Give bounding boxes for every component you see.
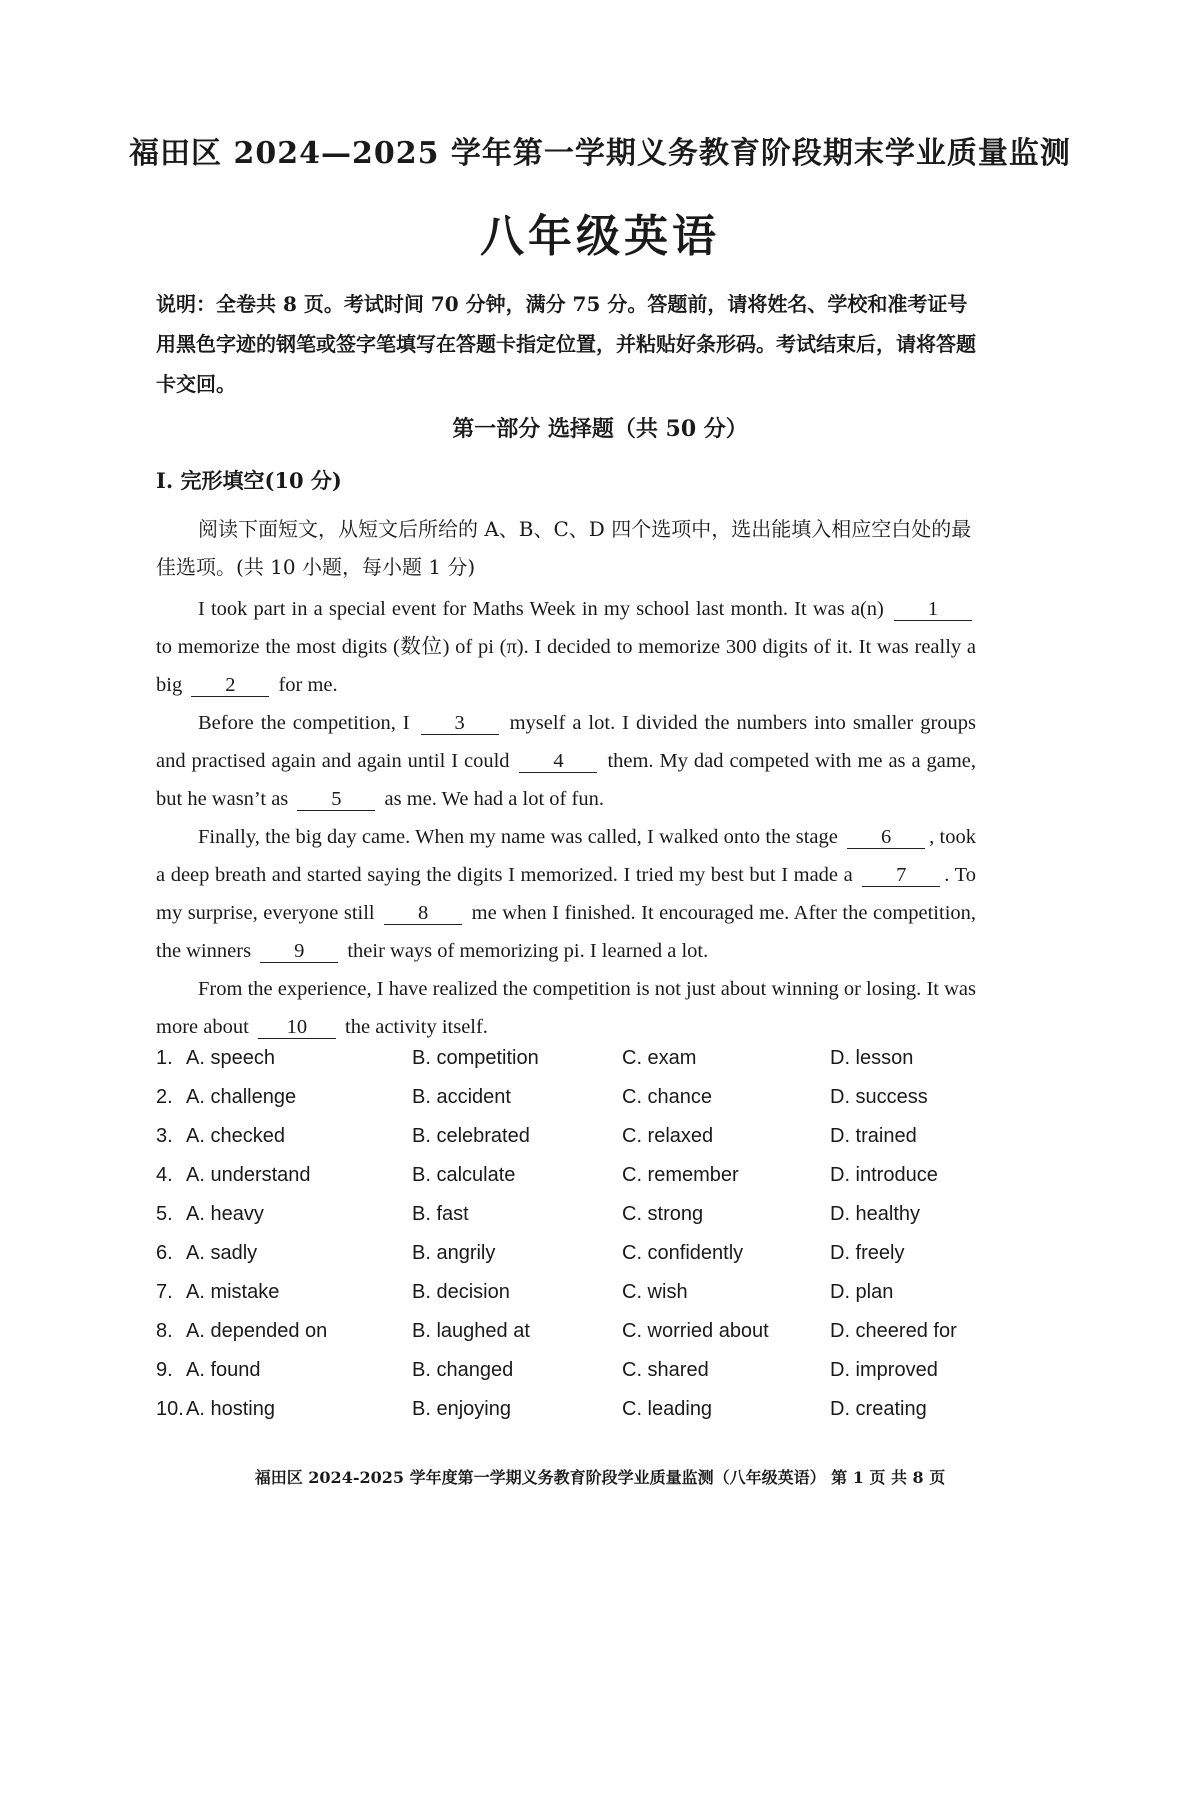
option-d: D. success bbox=[830, 1086, 928, 1108]
option-c: C. strong bbox=[622, 1203, 704, 1225]
question-number: 2. bbox=[156, 1086, 173, 1108]
option-d: D. introduce bbox=[830, 1164, 938, 1186]
option-b: B. celebrated bbox=[412, 1125, 530, 1147]
option-a: A. hosting bbox=[186, 1398, 275, 1420]
passage-text: the activity itself. bbox=[345, 1016, 488, 1038]
option-a: A. depended on bbox=[186, 1320, 328, 1342]
option-c: C. remember bbox=[622, 1164, 739, 1186]
option-row-2 bbox=[156, 1086, 1056, 1125]
option-b: B. fast bbox=[412, 1203, 469, 1225]
question-number: 10. bbox=[156, 1398, 184, 1420]
blank-6: 6 bbox=[847, 826, 925, 849]
question-number: 3. bbox=[156, 1125, 173, 1147]
option-c: C. relaxed bbox=[622, 1125, 714, 1147]
passage-text: From the experience, I have realized the competition is not just about winning or losing. It was more about bbox=[156, 978, 976, 1038]
passage-text: Finally, the big day came. When my name was called, I walked onto the stage bbox=[198, 826, 838, 848]
blank-7: 7 bbox=[862, 864, 940, 887]
passage-text: . To my surprise, everyone still bbox=[156, 864, 976, 924]
passage-text: as me. We had a lot of fun. bbox=[384, 788, 604, 810]
option-c: C. exam bbox=[622, 1047, 697, 1069]
option-b: B. enjoying bbox=[412, 1398, 511, 1420]
option-d: D. improved bbox=[830, 1359, 938, 1381]
option-c: C. confidently bbox=[622, 1242, 744, 1264]
passage-paragraph-3 bbox=[156, 818, 976, 970]
passage-paragraph-1 bbox=[156, 590, 976, 704]
option-row-8 bbox=[156, 1320, 1056, 1359]
option-row-1 bbox=[156, 1047, 1056, 1086]
option-b: B. laughed at bbox=[412, 1320, 530, 1342]
passage-text: to memorize the most digits (数位) of pi (π). I decided to memorize 300 digits of it. It was really a big bbox=[156, 636, 976, 696]
blank-9: 9 bbox=[260, 940, 338, 963]
option-d: D. freely bbox=[830, 1242, 905, 1264]
passage-text: them. My dad competed with me as a game, but he wasn’t as bbox=[156, 750, 977, 810]
answer-options bbox=[156, 1047, 1056, 1437]
passage-text: I took part in a special event for Maths Week in my school last month. It was a(n) bbox=[198, 598, 884, 620]
option-a: A. speech bbox=[186, 1047, 275, 1069]
option-d: D. healthy bbox=[830, 1203, 921, 1225]
option-a: A. found bbox=[186, 1359, 261, 1381]
exam-title: 福田区 2024—2025 学年第一学期义务教育阶段期末学业质量监测 bbox=[129, 136, 1071, 171]
option-b: B. competition bbox=[412, 1047, 539, 1069]
option-c: C. shared bbox=[622, 1359, 709, 1381]
question-number: 8. bbox=[156, 1320, 173, 1342]
option-d: D. cheered for bbox=[830, 1320, 957, 1342]
page-footer: 福田区 2024-2025 学年度第一学期义务教育阶段学业质量监测（八年级英语） 第 1 页 共 8 页 bbox=[254, 1468, 946, 1487]
section-directions: 阅读下面短文，从短文后所给的 A、B、C、D 四个选项中，选出能填入相应空白处的最佳选项。(共 10 小题，每小题 1 分) bbox=[156, 517, 972, 579]
option-row-6 bbox=[156, 1242, 1056, 1281]
option-d: D. plan bbox=[830, 1281, 894, 1303]
subject-title: 八年级英语 bbox=[480, 211, 720, 262]
option-row-3 bbox=[156, 1125, 1056, 1164]
blank-8: 8 bbox=[384, 902, 462, 925]
option-a: A. heavy bbox=[186, 1203, 264, 1225]
blank-3: 3 bbox=[421, 712, 499, 735]
cloze-passage bbox=[156, 590, 976, 1046]
question-number: 9. bbox=[156, 1359, 173, 1381]
section-heading: I. 完形填空(10 分) bbox=[156, 468, 342, 493]
passage-paragraph-2 bbox=[156, 704, 976, 818]
passage-text: Before the competition, I bbox=[198, 712, 410, 734]
blank-1: 1 bbox=[894, 598, 972, 621]
passage-text: , took a deep breath and started saying the digits I memorized. I tried my best but I made a bbox=[156, 826, 976, 886]
passage-text: their ways of memorizing pi. I learned a lot. bbox=[347, 940, 709, 962]
instructions bbox=[156, 284, 976, 404]
option-c: C. worried about bbox=[622, 1320, 769, 1342]
option-c: C. leading bbox=[622, 1398, 713, 1420]
question-number: 6. bbox=[156, 1242, 173, 1264]
option-b: B. decision bbox=[412, 1281, 510, 1303]
option-a: A. challenge bbox=[186, 1086, 297, 1108]
option-b: B. calculate bbox=[412, 1164, 516, 1186]
option-c: C. chance bbox=[622, 1086, 713, 1108]
option-row-4 bbox=[156, 1164, 1056, 1203]
passage-text: myself a lot. I divided the numbers into smaller groups and practised again and again until I could bbox=[156, 712, 977, 772]
part-heading: 第一部分 选择题（共 50 分） bbox=[452, 416, 748, 442]
option-a: A. understand bbox=[186, 1164, 311, 1186]
option-a: A. checked bbox=[186, 1125, 285, 1147]
blank-4: 4 bbox=[519, 750, 597, 773]
option-a: A. mistake bbox=[186, 1281, 280, 1303]
passage-text: for me. bbox=[278, 674, 338, 696]
option-b: B. accident bbox=[412, 1086, 511, 1108]
option-row-9 bbox=[156, 1359, 1056, 1398]
question-number: 4. bbox=[156, 1164, 173, 1186]
blank-5: 5 bbox=[297, 788, 375, 811]
instructions-label: 说明： bbox=[156, 292, 216, 316]
passage-text: me when I finished. It encouraged me. After the competition, the winners bbox=[156, 902, 977, 962]
option-b: B. angrily bbox=[412, 1242, 496, 1264]
option-d: D. trained bbox=[830, 1125, 917, 1147]
option-d: D. lesson bbox=[830, 1047, 914, 1069]
question-number: 5. bbox=[156, 1203, 173, 1225]
option-row-5 bbox=[156, 1203, 1056, 1242]
passage-paragraph-4 bbox=[156, 970, 976, 1046]
instructions-text: 全卷共 8 页。考试时间 70 分钟，满分 75 分。答题前，请将姓名、学校和准考证号用黑色字迹的钢笔或签字笔填写在答题卡指定位置，并粘贴好条形码。考试结束后，请将答题卡交回。 bbox=[156, 292, 976, 396]
option-d: D. creating bbox=[830, 1398, 927, 1420]
option-row-7 bbox=[156, 1281, 1056, 1320]
question-number: 1. bbox=[156, 1047, 173, 1069]
option-b: B. changed bbox=[412, 1359, 514, 1381]
blank-10: 10 bbox=[258, 1016, 336, 1039]
question-number: 7. bbox=[156, 1281, 173, 1303]
blank-2: 2 bbox=[191, 674, 269, 697]
option-a: A. sadly bbox=[186, 1242, 258, 1264]
option-c: C. wish bbox=[622, 1281, 688, 1303]
option-row-10 bbox=[156, 1398, 1056, 1437]
